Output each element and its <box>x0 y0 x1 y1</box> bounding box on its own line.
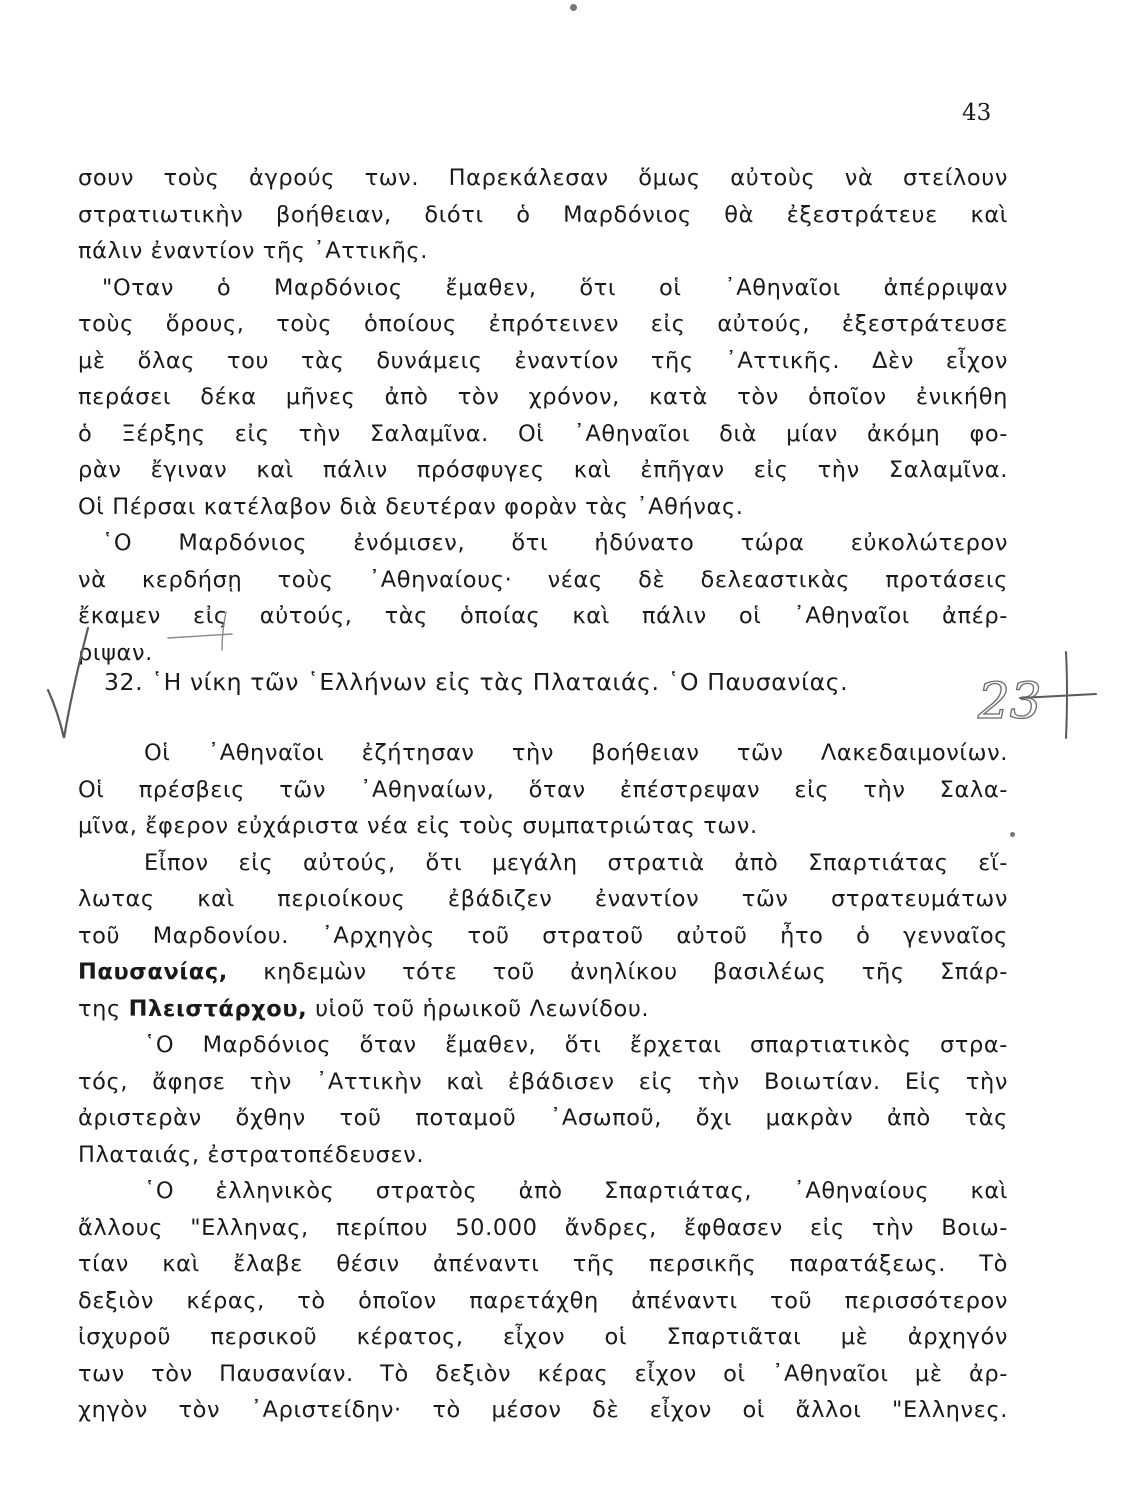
section-heading <box>104 668 984 696</box>
text-line: ῾Ο Μαρδόνιος ἐνόμισεν, ὅτι ἠδύνατο τώρα εὐκολώτερον <box>102 530 1008 556</box>
page-number: 43 <box>962 100 992 126</box>
text-fragment: της <box>78 995 121 1022</box>
text-line: τοῦ Μαρδονίου. ᾿Αρχηγὸς τοῦ στρατοῦ αὐτοῦ ἦτο ὁ γενναῖος <box>78 922 1008 949</box>
text-line: χηγὸν τὸν ᾿Αριστείδην· τὸ μέσον δὲ εἶχον οἱ ἄλλοι "Ελληνες. <box>78 1397 1008 1423</box>
section-number: 32. <box>104 668 144 696</box>
text-line: "Οταν ὁ Μαρδόνιος ἔμαθεν, ὅτι οἱ ᾿Αθηναῖοι ἀπέρριψαν <box>102 274 1008 301</box>
text-line: Οἱ Πέρσαι κατέλαβον διὰ δευτέραν φορὰν τὰς ᾿Αθήνας. <box>78 493 744 520</box>
text-line: Οἱ ᾿Αθηναῖοι ἐζήτησαν τὴν βοήθειαν τῶν Λακεδαιμονίων. <box>144 740 1008 766</box>
text-line: ἔκαμεν εἰς αὐτούς, τὰς ὁποίας καὶ πάλιν οἱ ᾿Αθηναῖοι ἀπέρ- <box>78 603 1008 629</box>
text-line: Εἶπον εἰς αὐτούς, ὅτι μεγάλη στρατιὰ ἀπὸ Σπαρτιάτας εἵ- <box>144 849 1008 876</box>
cross-mark-annotation <box>1020 652 1096 738</box>
text-line: σουν τοὺς ἀγρούς των. Παρεκάλεσαν ὅμως αὐτοὺς νὰ στείλουν <box>78 165 1008 191</box>
text-line: τός, ἄφησε τὴν ᾿Αττικὴν καὶ ἐβάδισεν εἰς τὴν Βοιωτίαν. Εἰς τὴν <box>78 1068 1008 1095</box>
text-line: λωτας καὶ περιοίκους ἐβάδιζεν ἐναντίον τῶν στρατευμάτων <box>78 886 1008 912</box>
text-line: μῖνα, ἔφερον εὐχάριστα νέα εἰς τοὺς συμπατριώτας των. <box>78 813 758 839</box>
text-line: στρατιωτικὴν βοήθειαν, διότι ὁ Μαρδόνιος θὰ ἐξεστράτευε καὶ <box>78 201 1008 228</box>
scan-dot-right <box>1010 832 1015 837</box>
text-line: περάσει δέκα μῆνες ἀπὸ τὸν χρόνον, κατὰ τὸν ὁποῖον ἐνικήθη <box>78 384 1008 410</box>
name-pleistarchos: Πλειστάρχου, <box>128 995 308 1022</box>
text-fragment: κηδεμὼν τότε τοῦ ἀνηλίκου βασιλέως τῆς Σπάρ- <box>263 959 1008 985</box>
text-line: ρὰν ἔγιναν καὶ πάλιν πρόσφυγες καὶ ἐπῆγαν εἰς τὴν Σαλαμῖνα. <box>78 457 1008 483</box>
text-line-pleistarchos <box>78 991 1008 1028</box>
text-line: ῾Ο ἑλληνικὸς στρατὸς ἀπὸ Σπαρτιάτας, ᾿Αθηναίους καὶ <box>144 1178 1008 1204</box>
text-fragment: υἱοῦ τοῦ ἡρωικοῦ Λεωνίδου. <box>315 995 650 1022</box>
text-line: μὲ ὅλας του τὰς δυνάμεις ἐναντίον τῆς ᾿Αττικῆς. Δὲν εἶχον <box>78 347 1008 374</box>
text-line: ὁ Ξέρξης εἰς τὴν Σαλαμῖνα. Οἱ ᾿Αθηναῖοι διὰ μίαν ἀκόμη φο- <box>78 420 1008 447</box>
paragraph-block-2 <box>78 735 1008 1429</box>
text-line: ἄλλους "Ελληνας, περίπου 50.000 ἄνδρες, ἔφθασεν εἰς τὴν Βοιω- <box>78 1214 1008 1241</box>
name-pausanias: Παυσανίας, <box>78 959 228 985</box>
text-line: δεξιὸν κέρας, τὸ ὁποῖον παρετάχθη ἀπέναντι τοῦ περισσότερον <box>78 1287 1008 1314</box>
text-line: πάλιν ἐναντίον τῆς ᾿Αττικῆς. <box>78 238 428 264</box>
text-line: των τὸν Παυσανίαν. Τὸ δεξιὸν κέρας εἶχον οἱ ᾿Αθηναῖοι μὲ ἀρ- <box>78 1360 1008 1387</box>
handwritten-margin-number: 23 <box>978 672 1042 730</box>
text-line: νὰ κερδήσῃ τοὺς ᾿Αθηναίους· νέας δὲ δελεαστικὰς προτάσεις <box>78 566 1008 593</box>
text-line: τίαν καὶ ἔλαβε θέσιν ἀπέναντι τῆς περσικῆς παρατάξεως. Τὸ <box>78 1251 1008 1277</box>
text-line: ῾Ο Μαρδόνιος ὅταν ἔμαθεν, ὅτι ἔρχεται σπαρτιατικὸς στρα- <box>144 1032 1008 1058</box>
text-line: ἀριστερὰν ὄχθην τοῦ ποταμοῦ ᾿Ασωποῦ, ὄχι μακρὰν ἀπὸ τὰς <box>78 1105 1008 1131</box>
text-line: ἰσχυροῦ περσικοῦ κέρατος, εἶχον οἱ Σπαρτιᾶται μὲ ἀρχηγόν <box>78 1324 1008 1350</box>
text-line: ριψαν. <box>78 639 153 666</box>
text-line: Οἱ πρέσβεις τῶν ᾿Αθηναίων, ὅταν ἐπέστρεψαν εἰς τὴν Σαλα- <box>78 776 1008 803</box>
text-line: Πλαταιάς, ἐστρατοπέδευσεν. <box>78 1141 425 1168</box>
text-line: τοὺς ὅρους, τοὺς ὁποίους ἐπρότεινεν εἰς αὐτούς, ἐξεστράτευσε <box>78 311 1008 337</box>
section-title: ῾Η νίκη τῶν ῾Ελλήνων εἰς τὰς Πλαταιάς. ῾Ο Παυσανίας. <box>151 668 849 696</box>
scan-dot-top <box>570 4 577 11</box>
text-line-pausanias <box>78 954 1008 991</box>
paragraph-block-1 <box>78 160 1008 671</box>
